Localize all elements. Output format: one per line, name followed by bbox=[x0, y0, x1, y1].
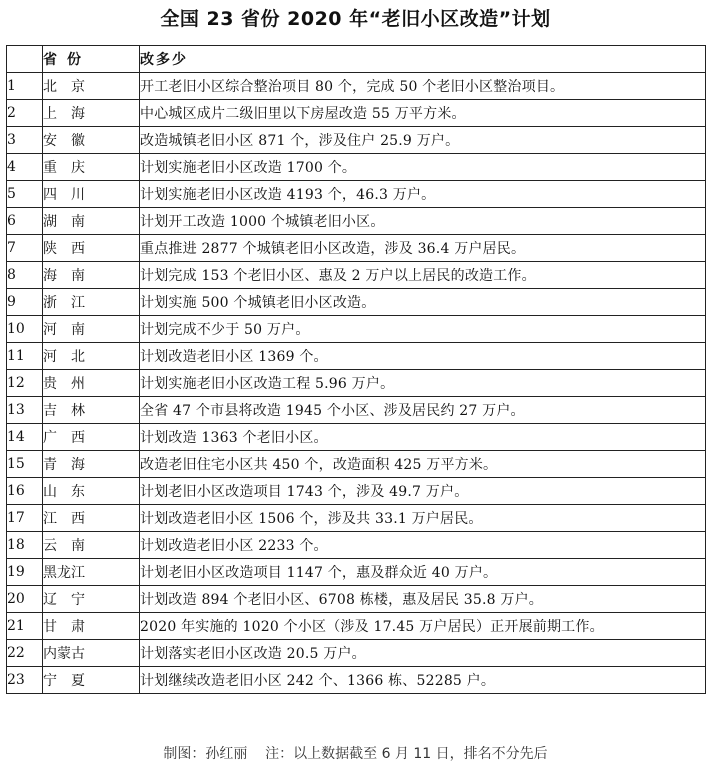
table-row bbox=[7, 613, 706, 640]
table-row bbox=[7, 316, 706, 343]
plan-table bbox=[6, 45, 706, 694]
row-province: 四川 bbox=[43, 181, 140, 208]
row-plan: 计划实施老旧小区改造 4193 个，46.3 万户。 bbox=[140, 181, 706, 208]
footer bbox=[0, 743, 711, 763]
row-index: 7 bbox=[7, 235, 43, 262]
table-row bbox=[7, 235, 706, 262]
table-row bbox=[7, 154, 706, 181]
row-plan: 计划完成不少于 50 万户。 bbox=[140, 316, 706, 343]
row-province: 青海 bbox=[43, 451, 140, 478]
table-row bbox=[7, 343, 706, 370]
row-index: 8 bbox=[7, 262, 43, 289]
row-province: 甘肃 bbox=[43, 613, 140, 640]
row-province: 辽宁 bbox=[43, 586, 140, 613]
row-index: 16 bbox=[7, 478, 43, 505]
row-plan: 计划改造老旧小区 2233 个。 bbox=[140, 532, 706, 559]
row-province: 海南 bbox=[43, 262, 140, 289]
table-row bbox=[7, 370, 706, 397]
row-index: 17 bbox=[7, 505, 43, 532]
row-province: 广西 bbox=[43, 424, 140, 451]
row-index: 1 bbox=[7, 73, 43, 100]
row-index: 14 bbox=[7, 424, 43, 451]
row-plan: 计划实施老旧小区改造工程 5.96 万户。 bbox=[140, 370, 706, 397]
row-province: 北京 bbox=[43, 73, 140, 100]
row-plan: 计划改造老旧小区 1369 个。 bbox=[140, 343, 706, 370]
row-index: 15 bbox=[7, 451, 43, 478]
row-index: 3 bbox=[7, 127, 43, 154]
row-province: 贵州 bbox=[43, 370, 140, 397]
row-province: 浙江 bbox=[43, 289, 140, 316]
row-plan: 开工老旧小区综合整治项目 80 个，完成 50 个老旧小区整治项目。 bbox=[140, 73, 706, 100]
row-index: 9 bbox=[7, 289, 43, 316]
table-row bbox=[7, 478, 706, 505]
header-plan: 改多少 bbox=[140, 46, 706, 73]
row-plan: 计划老旧小区改造项目 1743 个，涉及 49.7 万户。 bbox=[140, 478, 706, 505]
table-row bbox=[7, 559, 706, 586]
table-body bbox=[7, 73, 706, 694]
row-province: 河南 bbox=[43, 316, 140, 343]
row-index: 21 bbox=[7, 613, 43, 640]
table-row bbox=[7, 640, 706, 667]
row-province: 黑龙江 bbox=[43, 559, 140, 586]
table-row bbox=[7, 262, 706, 289]
row-province: 河北 bbox=[43, 343, 140, 370]
row-plan: 计划继续改造老旧小区 242 个、1366 栋、52285 户。 bbox=[140, 667, 706, 694]
row-plan: 重点推进 2877 个城镇老旧小区改造，涉及 36.4 万户居民。 bbox=[140, 235, 706, 262]
table-row bbox=[7, 397, 706, 424]
row-province: 上海 bbox=[43, 100, 140, 127]
table-row bbox=[7, 73, 706, 100]
table-row bbox=[7, 451, 706, 478]
row-plan: 计划老旧小区改造项目 1147 个，惠及群众近 40 万户。 bbox=[140, 559, 706, 586]
row-province: 云南 bbox=[43, 532, 140, 559]
row-plan: 中心城区成片二级旧里以下房屋改造 55 万平方米。 bbox=[140, 100, 706, 127]
row-index: 5 bbox=[7, 181, 43, 208]
row-index: 6 bbox=[7, 208, 43, 235]
row-province: 宁夏 bbox=[43, 667, 140, 694]
row-index: 4 bbox=[7, 154, 43, 181]
row-index: 10 bbox=[7, 316, 43, 343]
row-plan: 改造老旧住宅小区共 450 个，改造面积 425 万平方米。 bbox=[140, 451, 706, 478]
row-province: 重庆 bbox=[43, 154, 140, 181]
table-header-row bbox=[7, 46, 706, 73]
table-row bbox=[7, 100, 706, 127]
row-plan: 计划改造 1363 个老旧小区。 bbox=[140, 424, 706, 451]
footer-credit: 制图：孙红丽 bbox=[163, 746, 248, 762]
page-title: 全国 23 省份 2020 年“老旧小区改造”计划 bbox=[160, 8, 551, 30]
row-province: 安徽 bbox=[43, 127, 140, 154]
row-plan: 2020 年实施的 1020 个小区（涉及 17.45 万户居民）正开展前期工作。 bbox=[140, 613, 706, 640]
row-province: 山东 bbox=[43, 478, 140, 505]
header-index bbox=[7, 46, 43, 73]
table-row bbox=[7, 208, 706, 235]
row-index: 18 bbox=[7, 532, 43, 559]
row-province: 陕西 bbox=[43, 235, 140, 262]
row-plan: 计划落实老旧小区改造 20.5 万户。 bbox=[140, 640, 706, 667]
table-row bbox=[7, 181, 706, 208]
header-province: 省份 bbox=[43, 46, 140, 73]
table-row bbox=[7, 424, 706, 451]
row-plan: 全省 47 个市县将改造 1945 个小区、涉及居民约 27 万户。 bbox=[140, 397, 706, 424]
row-plan: 计划改造 894 个老旧小区、6708 栋楼，惠及居民 35.8 万户。 bbox=[140, 586, 706, 613]
table-row bbox=[7, 127, 706, 154]
row-index: 20 bbox=[7, 586, 43, 613]
table-row bbox=[7, 289, 706, 316]
table-row bbox=[7, 532, 706, 559]
row-plan: 计划实施 500 个城镇老旧小区改造。 bbox=[140, 289, 706, 316]
row-plan: 计划开工改造 1000 个城镇老旧小区。 bbox=[140, 208, 706, 235]
table-row bbox=[7, 505, 706, 532]
row-index: 2 bbox=[7, 100, 43, 127]
row-index: 22 bbox=[7, 640, 43, 667]
footer-note: 注：以上数据截至 6 月 11 日，排名不分先后 bbox=[265, 746, 548, 762]
row-province: 吉林 bbox=[43, 397, 140, 424]
row-province: 湖南 bbox=[43, 208, 140, 235]
row-plan: 计划改造老旧小区 1506 个，涉及共 33.1 万户居民。 bbox=[140, 505, 706, 532]
row-plan: 计划完成 153 个老旧小区、惠及 2 万户以上居民的改造工作。 bbox=[140, 262, 706, 289]
row-province: 江西 bbox=[43, 505, 140, 532]
row-index: 23 bbox=[7, 667, 43, 694]
row-plan: 改造城镇老旧小区 871 个，涉及住户 25.9 万户。 bbox=[140, 127, 706, 154]
row-index: 12 bbox=[7, 370, 43, 397]
row-index: 13 bbox=[7, 397, 43, 424]
row-plan: 计划实施老旧小区改造 1700 个。 bbox=[140, 154, 706, 181]
row-province: 内蒙古 bbox=[43, 640, 140, 667]
row-index: 19 bbox=[7, 559, 43, 586]
table-row bbox=[7, 586, 706, 613]
row-index: 11 bbox=[7, 343, 43, 370]
table-row bbox=[7, 667, 706, 694]
